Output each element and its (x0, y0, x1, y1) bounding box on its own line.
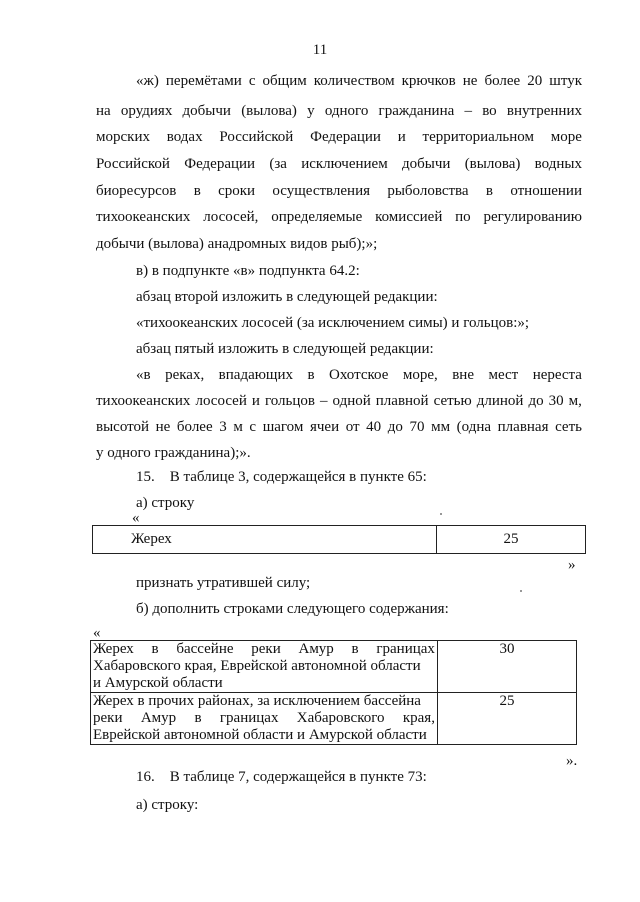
cell-line (93, 641, 435, 658)
word: морских (96, 129, 150, 145)
word: – (464, 103, 472, 119)
word: водах (166, 129, 203, 145)
word: от (345, 419, 360, 435)
salmon-line: «тихоокеанских лососей (за исключением симы) и гольцов:»; (136, 315, 530, 331)
value: 25 (499, 693, 515, 709)
paragraph-fifth-instruction: абзац пятый изложить в следующей редакции: (136, 341, 434, 357)
word: сроки (218, 183, 256, 199)
paragraph-zh-last-line: добычи (вылова) анадромных видов рыб);»; (96, 236, 378, 252)
word: гольцов (264, 393, 315, 409)
rivers-paragraph-line (96, 392, 582, 410)
table-row (93, 526, 586, 554)
table-row (91, 641, 577, 693)
paragraph-zh-line (136, 72, 582, 90)
species-cell (91, 641, 438, 693)
word: одного (324, 103, 369, 119)
word: не (155, 419, 171, 435)
word: лососей, (203, 209, 259, 225)
word: тихоокеанских (96, 393, 191, 409)
word: море (550, 129, 582, 145)
table-3-row-removed (92, 525, 586, 554)
value-cell (438, 641, 577, 693)
word: плавная (497, 419, 549, 435)
word: Российской (219, 129, 294, 145)
paragraph-zh-line (96, 128, 582, 146)
word: добычи (401, 156, 451, 172)
word: с (249, 419, 257, 435)
table-3-added-rows (90, 640, 577, 745)
word: исключением (301, 156, 388, 172)
word: определяемые (271, 209, 363, 225)
word: на (96, 103, 111, 119)
word: во (482, 103, 497, 119)
word: «в (136, 367, 151, 383)
page-number: 11 (312, 42, 328, 58)
word: границах (219, 710, 279, 726)
open-quote: « (132, 510, 140, 526)
word: ячеи (309, 419, 340, 435)
word: и (397, 129, 406, 145)
word: плавной (375, 393, 429, 409)
subpoint-a-row: а) строку (136, 495, 195, 511)
word: перемётами (165, 73, 242, 89)
word: с (248, 73, 256, 89)
paragraph-zh-line (96, 182, 582, 200)
value: 25 (503, 531, 519, 547)
word: у (307, 103, 315, 119)
word: Хабаровского (296, 710, 385, 726)
word: в (151, 641, 159, 657)
word: Охотское (329, 367, 389, 383)
word: море, (402, 367, 438, 383)
table-row (91, 693, 577, 745)
scan-speck (520, 590, 522, 592)
subpoint-b-add: б) дополнить строками следующего содержания: (136, 601, 449, 617)
word: 40 (366, 419, 382, 435)
cell-line: и Амурской области (93, 675, 223, 691)
word: регулированию (483, 209, 582, 225)
paragraph-second-instruction: абзац второй изложить в следующей редакции: (136, 289, 438, 305)
word: и (251, 393, 260, 409)
word: в (193, 183, 201, 199)
subpoint-a-row: а) строку: (136, 797, 199, 813)
value-cell (438, 693, 577, 745)
open-quote: « (93, 625, 101, 641)
word: лососей (195, 393, 247, 409)
close-quote: ». (566, 753, 578, 769)
word: более (484, 73, 521, 89)
point-15: 15. В таблице 3, содержащейся в пункте 65: (136, 469, 427, 485)
word: (за (269, 156, 287, 172)
word: высотой (96, 419, 150, 435)
close-quote: » (568, 557, 576, 573)
cell-line (93, 710, 435, 727)
cell-line: Еврейской автономной области и Амурской области (93, 727, 427, 743)
cell-line: Хабаровского края, Еврейской автономной области (93, 658, 421, 674)
word: (вылова) (241, 103, 297, 119)
word: штук (549, 73, 582, 89)
species-name: Жерех (131, 531, 172, 547)
word: в (307, 367, 315, 383)
scan-speck (440, 513, 442, 515)
word: рыболовства (387, 183, 469, 199)
word: по (455, 209, 471, 225)
word: м (233, 419, 243, 435)
word: – (319, 393, 328, 409)
word: «ж) (136, 73, 159, 89)
word: (одна (456, 419, 492, 435)
word: мест (488, 367, 519, 383)
word: вне (452, 367, 474, 383)
paragraph-zh-line (96, 102, 582, 120)
word: гражданина (378, 103, 455, 119)
word: шагом (262, 419, 304, 435)
word: количеством (313, 73, 395, 89)
word: в (194, 710, 202, 726)
word: общим (262, 73, 307, 89)
word: границах (376, 641, 435, 657)
word: 30 (548, 393, 564, 409)
word: сетью (433, 393, 472, 409)
word: одной (332, 393, 371, 409)
word: Федерации (310, 129, 381, 145)
species-cell (93, 526, 437, 554)
word: 20 (527, 73, 543, 89)
rivers-paragraph-line (136, 366, 582, 384)
word: Амур (298, 641, 334, 657)
word: длиной (476, 393, 524, 409)
subpoint-v: в) в подпункте «в» подпункта 64.2: (136, 263, 360, 279)
word: не (462, 73, 478, 89)
lost-force-line: признать утратившей силу; (136, 575, 311, 591)
word: Жерех (93, 641, 134, 657)
word: добычи (182, 103, 231, 119)
cell-line: Жерех в прочих районах, за исключением бассейна (93, 693, 421, 709)
value: 30 (499, 641, 515, 657)
rivers-paragraph-line (96, 418, 582, 436)
word: более (176, 419, 213, 435)
word: края, (402, 710, 435, 726)
word: комиссией (375, 209, 443, 225)
species-cell (91, 693, 438, 745)
word: (вылова) (464, 156, 521, 172)
word: м, (568, 393, 582, 409)
word: крючков (401, 73, 456, 89)
word: до (528, 393, 544, 409)
word: реки (251, 641, 281, 657)
word: впадающих (218, 367, 294, 383)
paragraph-zh-line (96, 155, 582, 173)
paragraph-zh-line (96, 208, 582, 226)
word: нереста (532, 367, 582, 383)
word: в (351, 641, 359, 657)
word: реки (93, 710, 123, 726)
word: 70 (409, 419, 425, 435)
word: отношении (510, 183, 582, 199)
rivers-paragraph-last-line: у одного гражданина);». (96, 445, 251, 461)
word: 3 (219, 419, 227, 435)
word: территориальном (422, 129, 535, 145)
word: бассейне (176, 641, 234, 657)
word: сеть (555, 419, 582, 435)
word: Амур (140, 710, 177, 726)
word: внутренних (506, 103, 582, 119)
word: Российской (96, 156, 170, 172)
word: в (485, 183, 493, 199)
word: Федерации (184, 156, 256, 172)
word: биоресурсов (96, 183, 177, 199)
value-cell (437, 526, 586, 554)
word: орудиях (120, 103, 173, 119)
point-16: 16. В таблице 7, содержащейся в пункте 73: (136, 769, 427, 785)
word: реках, (165, 367, 205, 383)
word: мм (431, 419, 451, 435)
word: тихоокеанских (96, 209, 191, 225)
word: водных (534, 156, 582, 172)
word: осуществления (272, 183, 371, 199)
word: до (387, 419, 403, 435)
